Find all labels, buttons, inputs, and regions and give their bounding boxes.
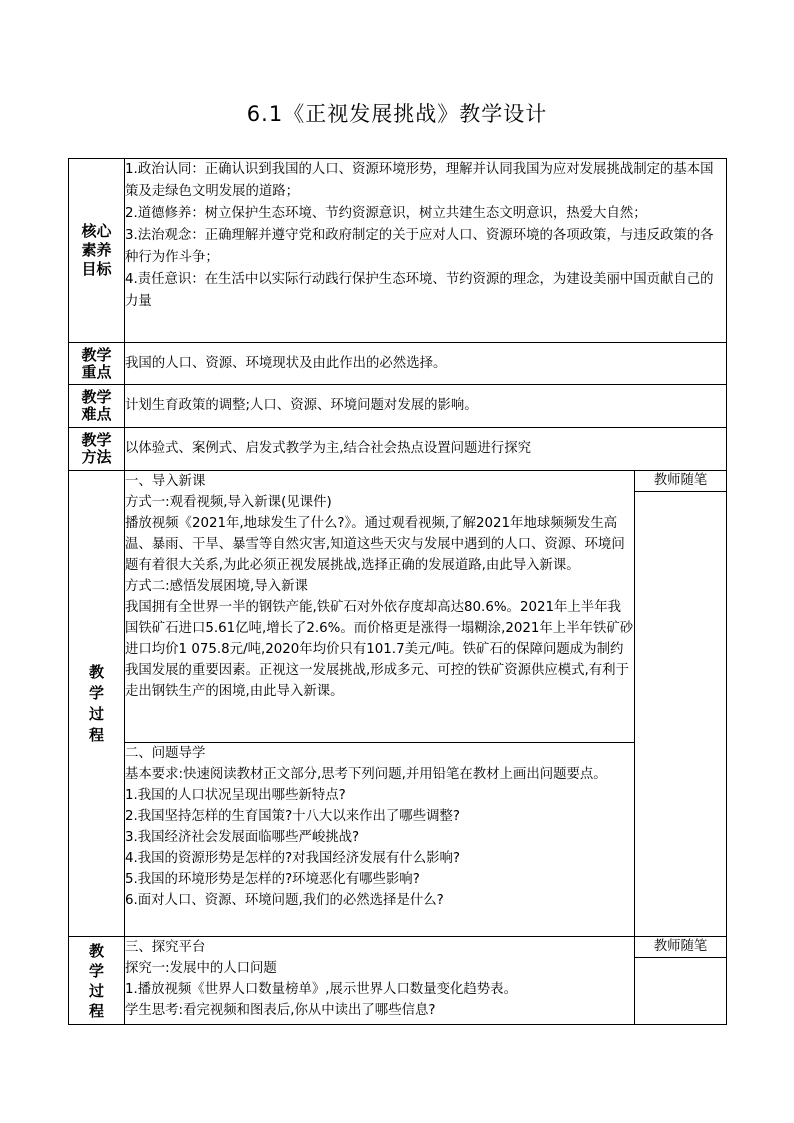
row-methods (69, 428, 727, 471)
goal-item: 3.法治观念：正确理解并遵守党和政府制定的关于应对人口、资源环境的各项政策，与违反政策的各种行为作斗争； (125, 228, 714, 265)
label-teaching-process-2: 教 学 过 程 (69, 937, 125, 1025)
goal-item: 4.责任意识：在生活中以实际行动践行保护生态环境、节约资源的理念，为建设美丽中国贡献自己的力量 (125, 272, 714, 309)
teacher-notes-column (635, 471, 727, 937)
label-core-goals: 核心 素养 目标 (69, 159, 125, 343)
label-difficulties: 教学 难点 (69, 385, 125, 428)
row-key-points (69, 343, 727, 385)
lesson-plan-table (68, 158, 727, 1025)
label-teaching-process: 教 学 过 程 (69, 471, 125, 937)
process-questions-content: 二、问题导学 基本要求:快速阅读教材正文部分,思考下列问题,并用铅笔在教材上画出问题要点。 1.我国的人口状况呈现出哪些新特点? 2.我国坚持怎样的生育国策?十八大以来作出了哪些调整? 3.我国经济社会发展面临哪些严峻挑战? 4.我国的资源形势是怎样的?对我国经济发展有什么影响? 5.我国的环境形势是怎样的?环境恶化有哪些影响? 6.面对人口、资源、环境问题,我们的必然选择是什么? (125, 743, 635, 937)
row-process-explore (69, 937, 727, 1025)
row-process-questions (69, 743, 727, 937)
page-title: 6.1《正视发展挑战》教学设计 (246, 102, 548, 126)
key-points-content: 我国的人口、资源、环境现状及由此作出的必然选择。 (125, 343, 727, 385)
label-key-points: 教学 重点 (69, 343, 125, 385)
core-goals-content (125, 159, 727, 343)
teacher-notes-column-2 (635, 937, 727, 1025)
teacher-notes-header-2: 教师随笔 (635, 937, 726, 958)
teacher-notes-header: 教师随笔 (635, 471, 726, 492)
difficulties-content: 计划生育政策的调整;人口、资源、环境问题对发展的影响。 (125, 385, 727, 428)
row-difficulties (69, 385, 727, 428)
methods-content: 以体验式、案例式、启发式教学为主,结合社会热点设置问题进行探究 (125, 428, 727, 471)
label-methods: 教学 方法 (69, 428, 125, 471)
goal-item: 2.道德修养：树立保护生态环境、节约资源意识，树立共建生态文明意识，热爱大自然； (125, 206, 647, 221)
row-process-intro (69, 471, 727, 743)
row-core-goals (69, 159, 727, 343)
process-intro-content: 一、导入新课 方式一:观看视频,导入新课(见课件) 播放视频《2021年,地球发生了什么?》。通过观看视频,了解2021年地球频频发生高温、暴雨、干旱、暴雪等自然灾害,知道这些天灾与发展中遇到的人口、资源、环境问题有着很大关系,为此必须正视发展挑战,选择正确的发展道路,由此导入新课。 方式二:感悟发展困境,导入新课 我国拥有全世界一半的钢铁产能,铁矿石对外依存度却高达80.6%。2021年上半年我国铁矿石进口5.61亿吨,增长了2.6%。而价格更是涨得一塌糊涂,2021年上半年铁矿砂进口均价1 075.8元/吨,2020年均价只有101.7美元/吨。铁矿石的保障问题成为制约我国发展的重要因素。正视这一发展挑战,形成多元、可控的铁矿资源供应模式,有利于走出钢铁生产的困境,由此导入新课。 (125, 471, 635, 743)
process-explore-content: 三、探究平台 探究一:发展中的人口问题 1.播放视频《世界人口数量榜单》,展示世界人口数量变化趋势表。 学生思考:看完视频和图表后,你从中读出了哪些信息? (125, 937, 635, 1025)
goal-item: 1.政治认同：正确认识到我国的人口、资源环境形势，理解并认同我国为应对发展挑战制定的基本国策及走绿色文明发展的道路； (125, 162, 714, 199)
